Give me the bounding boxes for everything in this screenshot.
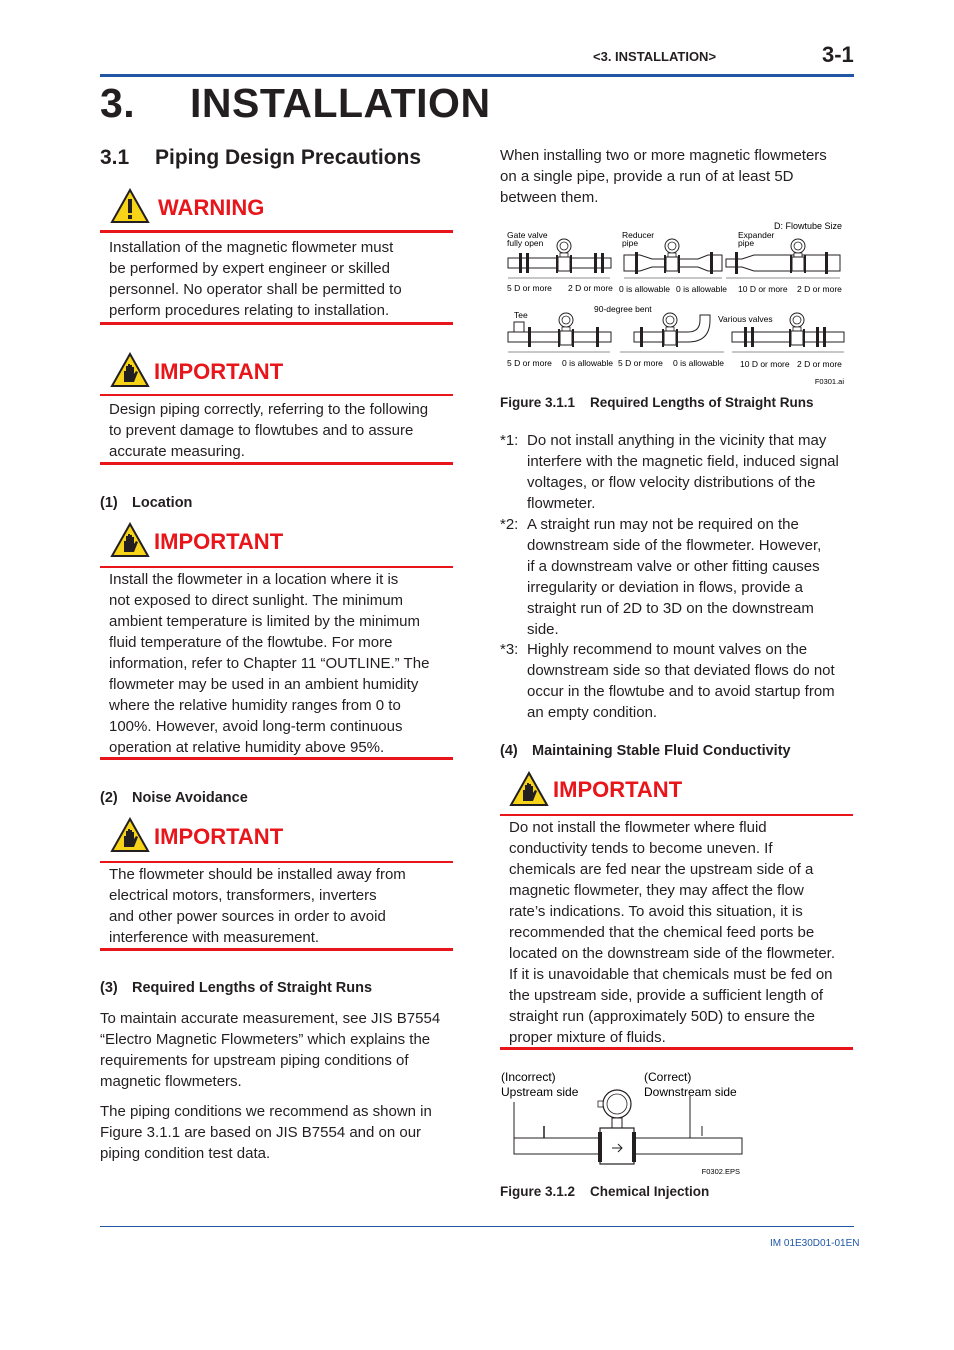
dimension-label: 10 D or more <box>740 359 790 369</box>
conductivity-line: chemicals are fed near the upstream side of a <box>509 861 814 878</box>
important-hand-icon <box>509 771 549 807</box>
important-line: Design piping correctly, referring to the following <box>109 401 429 418</box>
location-line: not exposed to direct sunlight. The minimum <box>109 592 404 609</box>
para-line: piping condition test data. <box>100 1145 271 1162</box>
location-line: fluid temperature of the flowtube. For more <box>109 634 393 651</box>
location-important-title: IMPORTANT <box>154 529 284 554</box>
note-line: voltages, or flow velocity distributions of the <box>527 474 816 491</box>
note-line: flowmeter. <box>527 495 596 512</box>
intro-line: When installing two or more magnetic flowmeters <box>500 147 827 164</box>
note-line: downstream side so that deviated flows do not <box>527 662 835 679</box>
straight-heading <box>100 980 372 996</box>
straight-para-1 <box>100 1008 440 1092</box>
chemical-injection-figure <box>500 1066 760 1182</box>
straight-para-2 <box>100 1101 432 1164</box>
important-line: to prevent damage to flowtubes and to assure <box>109 422 414 439</box>
location-bottom-rule <box>100 757 453 760</box>
note-3 <box>500 639 854 723</box>
dimension-label: 2 D or more <box>568 283 613 293</box>
conductivity-number: (4) <box>500 743 518 759</box>
note-line: interfere with the magnetic field, induced signal <box>527 453 839 470</box>
dimension-label: 5 D or more <box>618 358 663 368</box>
note-line: downstream side of the flowmeter. However, <box>527 537 822 554</box>
warning-triangle-icon <box>110 188 150 224</box>
note-mark: *2: <box>500 516 519 533</box>
conductivity-top-rule <box>500 814 853 816</box>
conductivity-line: located on the downstream side of the flowmeter. <box>509 945 836 962</box>
noise-bottom-rule <box>100 948 453 951</box>
label: 90-degree bent <box>594 304 652 314</box>
caption-text: Required Lengths of Straight Runs <box>590 395 814 410</box>
location-line: 100%. However, avoid long-term continuous <box>109 718 403 735</box>
conductivity-line: proper mixture of fluids. <box>509 1029 666 1046</box>
dimension-label: 0 is allowable <box>562 358 614 368</box>
para-line: “Electro Magnetic Flowmeters” which explains the <box>100 1031 431 1048</box>
noise-line: The flowmeter should be installed away from <box>109 866 406 883</box>
reducer-diagram <box>619 230 727 294</box>
note-line: if a downstream valve or other fitting causes <box>527 558 820 575</box>
various-valves-diagram <box>718 313 844 369</box>
important-line: accurate measuring. <box>109 443 245 460</box>
caption-number: Figure 3.1.2 <box>500 1184 576 1199</box>
warning-line: Installation of the magnetic flowmeter must <box>109 239 394 256</box>
downstream-label: Downstream side <box>644 1085 737 1099</box>
section-number: 3.1 <box>100 146 130 169</box>
gate-valve-diagram <box>507 230 613 293</box>
note-line: an empty condition. <box>527 704 658 721</box>
conductivity-line: recommended that the chemical feed ports be <box>509 924 815 941</box>
label: Expander <box>738 230 775 240</box>
noise-text <box>109 864 406 948</box>
section-title <box>100 146 421 170</box>
upstream-label: Upstream side <box>501 1085 579 1099</box>
intro-line: between them. <box>500 189 599 206</box>
caption-number: Figure 3.1.1 <box>500 395 576 410</box>
noise-line: and other power sources in order to avoid <box>109 908 386 925</box>
note-line: Highly recommend to mount valves on the <box>527 641 808 658</box>
para-line: Figure 3.1.1 are based on JIS B7554 and on our <box>100 1124 422 1141</box>
intro-line: on a single pipe, provide a run of at least 5D <box>500 168 794 185</box>
note-2 <box>500 514 854 640</box>
note-line: side. <box>527 621 559 638</box>
correct-label: (Correct) <box>644 1070 692 1084</box>
note-line: occur in the flowtube and to avoid startup from <box>527 683 835 700</box>
page-number: 3-1 <box>822 42 854 67</box>
figure-legend: D: Flowtube Size <box>773 221 842 231</box>
conductivity-line: rate’s indications. To avoid this situation, it is <box>509 903 803 920</box>
warning-top-rule <box>100 230 453 233</box>
incorrect-label: (Incorrect) <box>501 1070 556 1084</box>
conductivity-line: magnetic flowmeter, they may affect the flow <box>509 882 804 899</box>
conductivity-line: straight run (approximately 50D) to ensure the <box>509 1008 815 1025</box>
warning-line: perform procedures relating to installation. <box>109 302 390 319</box>
location-line: information, refer to Chapter 11 “OUTLINE.” The <box>109 655 430 672</box>
important-hand-icon <box>110 352 150 388</box>
conductivity-line: If it is unavoidable that chemicals must be fed on <box>509 966 833 983</box>
document-number: IM 01E30D01-01EN <box>770 1238 860 1249</box>
location-line: flowmeter may be used in an ambient humidity <box>109 676 419 693</box>
dimension-label: 0 is allowable <box>619 284 671 294</box>
dimension-label: 2 D or more <box>797 359 842 369</box>
location-text <box>109 569 429 758</box>
figure2-caption <box>500 1184 709 1199</box>
important-hand-icon <box>110 817 150 853</box>
straight-title: Required Lengths of Straight Runs <box>132 980 373 996</box>
conductivity-line: Do not install the flowmeter where fluid <box>509 819 767 836</box>
label: fully open <box>507 238 544 248</box>
location-heading <box>100 495 192 511</box>
warning-title: WARNING <box>158 195 265 220</box>
conductivity-line: the upstream side, provide a sufficient length of <box>509 987 824 1004</box>
dimension-label: 10 D or more <box>738 284 788 294</box>
chapter-number: 3. <box>100 80 136 126</box>
dimension-label: 0 is allowable <box>676 284 728 294</box>
straight-number: (3) <box>100 980 118 996</box>
section-title-text: Piping Design Precautions <box>155 146 422 169</box>
label: Gate valve <box>507 230 548 240</box>
label: Reducer <box>622 230 655 240</box>
note-line: straight run of 2D to 3D on the downstream <box>527 600 814 617</box>
conductivity-title: Maintaining Stable Fluid Conductivity <box>532 743 791 759</box>
conductivity-heading <box>500 743 791 759</box>
para-line: magnetic flowmeters. <box>100 1073 242 1090</box>
figure1-caption <box>500 395 814 410</box>
footer-rule <box>100 1226 854 1227</box>
dimension-label: 5 D or more <box>507 358 552 368</box>
location-line: Install the flowmeter in a location where it is <box>109 571 399 588</box>
dimension-label: 5 D or more <box>507 283 552 293</box>
dimension-label: 0 is allowable <box>673 358 725 368</box>
label: Various valves <box>718 314 773 324</box>
warning-text <box>109 237 402 321</box>
location-title: Location <box>132 495 193 511</box>
label: pipe <box>622 238 639 248</box>
location-top-rule <box>100 566 453 568</box>
location-number: (1) <box>100 495 118 511</box>
caption-text: Chemical Injection <box>590 1184 710 1199</box>
noise-heading <box>100 790 248 806</box>
important-bottom-rule <box>100 462 453 465</box>
warning-line: personnel. No operator shall be permitted to <box>109 281 402 298</box>
noise-title: Noise Avoidance <box>132 790 248 806</box>
para-line: To maintain accurate measurement, see JIS B7554 <box>100 1010 441 1027</box>
right-intro <box>500 145 827 208</box>
important-top-rule <box>100 394 453 396</box>
location-line: ambient temperature is limited by the minimum <box>109 613 420 630</box>
dimension-label: 2 D or more <box>797 284 842 294</box>
location-line: operation at relative humidity above 95%. <box>109 739 385 756</box>
label: Tee <box>514 310 528 320</box>
note-line: Do not install anything in the vicinity that may <box>527 432 827 449</box>
figure-id: F0301.ai <box>814 377 844 386</box>
noise-number: (2) <box>100 790 118 806</box>
note-mark: *3: <box>500 641 519 658</box>
noise-line: interference with measurement. <box>109 929 320 946</box>
noise-line: electrical motors, transformers, inverters <box>109 887 377 904</box>
expander-diagram <box>726 230 842 294</box>
label: pipe <box>738 238 755 248</box>
important-text <box>109 399 428 462</box>
warning-bottom-rule <box>100 322 453 325</box>
bent-diagram <box>594 304 724 368</box>
important-hand-icon <box>110 522 150 558</box>
note-line: irregularity or deviation in flows, provide a <box>527 579 803 596</box>
straight-runs-figure <box>500 215 854 390</box>
note-mark: *1: <box>500 432 519 449</box>
flowmeter-drawing <box>598 1090 636 1164</box>
conductivity-bottom-rule <box>500 1047 853 1050</box>
conductivity-text <box>509 817 835 1048</box>
note-1 <box>500 430 854 514</box>
location-line: where the relative humidity ranges from 0 to <box>109 697 401 714</box>
noise-important-title: IMPORTANT <box>154 824 284 849</box>
chapter-title <box>100 80 491 127</box>
tee-diagram <box>507 310 613 368</box>
chapter-title-text: INSTALLATION <box>190 80 491 126</box>
running-header: <3. INSTALLATION> <box>593 49 717 64</box>
conductivity-line: conductivity tends to become uneven. If <box>509 840 773 857</box>
noise-top-rule <box>100 861 453 863</box>
conductivity-important-title: IMPORTANT <box>553 777 683 802</box>
figure-id: F0302.EPS <box>701 1167 740 1176</box>
warning-line: be performed by expert engineer or skilled <box>109 260 390 277</box>
para-line: The piping conditions we recommend as shown in <box>100 1103 432 1120</box>
para-line: requirements for upstream piping conditions of <box>100 1052 409 1069</box>
important-title: IMPORTANT <box>154 359 284 384</box>
note-line: A straight run may not be required on the <box>527 516 799 533</box>
header-rule <box>100 74 854 77</box>
